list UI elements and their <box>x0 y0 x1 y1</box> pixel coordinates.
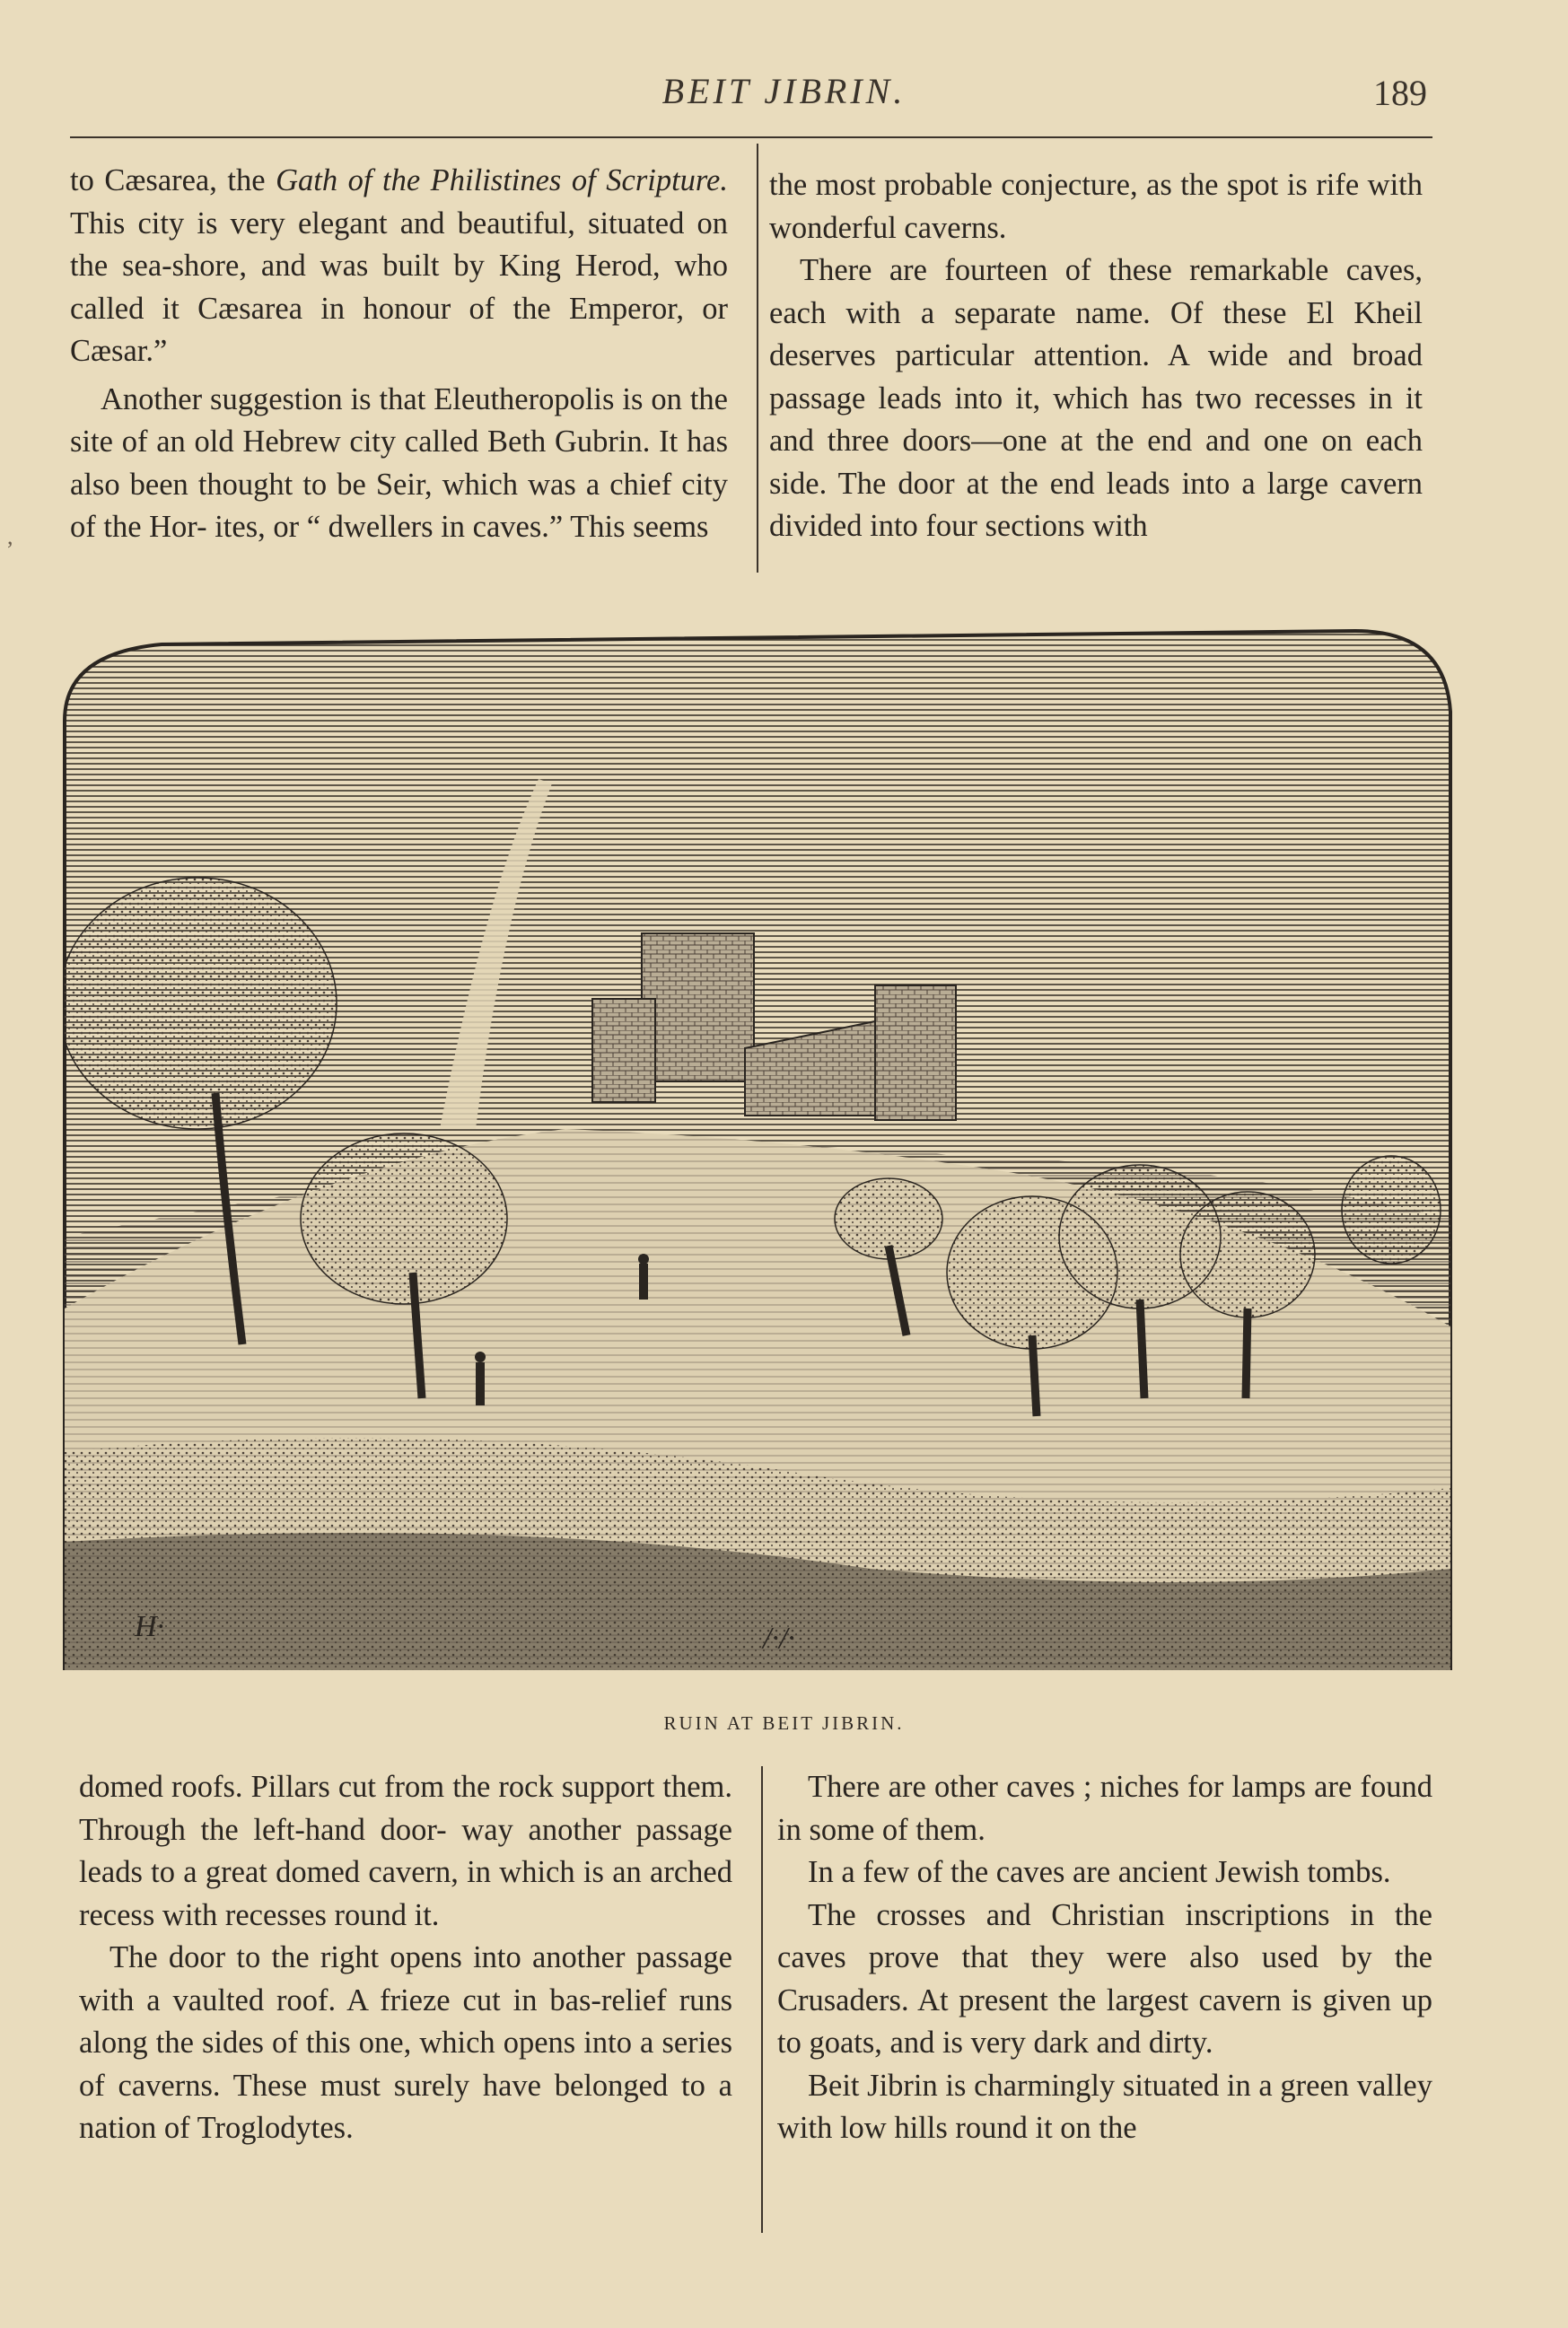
book-title-italic: Gath of the Philistines of Scripture. <box>276 163 728 197</box>
column-divider <box>761 1766 763 2233</box>
page-number: 189 <box>1373 73 1427 113</box>
engraver-signature-left: H· <box>135 1610 165 1643</box>
paragraph: There are other caves ; niches for lamps are found in some of them. <box>777 1770 1432 1847</box>
column-divider <box>757 144 758 573</box>
top-right-column <box>769 164 1423 548</box>
engraver-signature-right: /·/· <box>763 1622 795 1655</box>
paragraph: Another suggestion is that Eleutheropolis is on the site of an old Hebrew city called Beth Gubrin. It has also been thought to be Seir, which was a chief city of the Hor- ites, or “ dwellers in caves.” This seems <box>70 381 728 544</box>
bottom-right-column <box>777 1766 1432 2150</box>
paragraph: The crosses and Christian inscriptions in the caves prove that they were also used by the Crusaders. At present the largest cavern is given up to goats, and is very dark and dirty. <box>777 1897 1432 2060</box>
paragraph-text: This city is very elegant and beautiful, situated on the sea-shore, and was built by King Herod, who called it Cæsarea in honour of the Emperor, or Cæsar.” <box>70 206 728 368</box>
bottom-left-column <box>79 1766 732 2150</box>
paragraph-text: to Cæsarea, the <box>70 163 276 197</box>
paragraph: Beit Jibrin is charmingly situated in a green valley with low hills round it on the <box>777 2068 1432 2145</box>
figure-caption: RUIN AT BEIT JIBRIN. <box>663 1712 905 1734</box>
header-rule <box>70 136 1432 138</box>
paragraph: In a few of the caves are ancient Jewish tombs. <box>808 1855 1391 1889</box>
margin-mark: , <box>7 523 13 549</box>
paragraph <box>70 160 728 373</box>
paragraph: the most probable conjecture, as the spot is rife with wonderful caverns. <box>769 168 1423 245</box>
paragraph: The door to the right opens into another passage with a vaulted roof. A frieze cut in bas-relief runs along the sides of this one, which opens into a series of caverns. These must surely have belonged to a nation of Troglodytes. <box>79 1940 732 2145</box>
paragraph: domed roofs. Pillars cut from the rock support them. Through the left-hand door- way another passage leads to a great domed cavern, in which is an arched recess with recesses round it. <box>79 1770 732 1932</box>
running-title: BEIT JIBRIN. <box>661 71 907 111</box>
engraving-ruin-at-beit-jibrin <box>63 626 1452 1672</box>
paragraph: There are fourteen of these remarkable caves, each with a separate name. Of these El Kheil deserves particular attention. A wide and broad passage leads into it, which has two recesses in it and three doors—one at the end and one on each side. The door at the end leads into a large cavern divided into four sections with <box>769 253 1423 543</box>
top-left-column <box>70 160 728 549</box>
